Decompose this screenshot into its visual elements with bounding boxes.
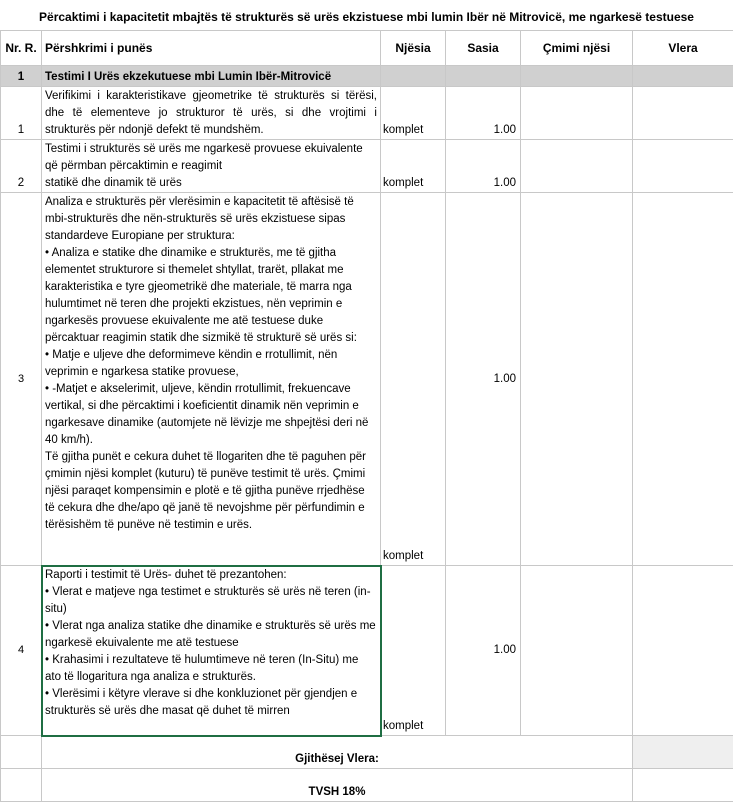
row-unit[interactable]: komplet <box>381 193 446 566</box>
row-description[interactable] <box>42 87 381 140</box>
subtotal-row <box>1 736 733 769</box>
table-row <box>1 87 733 140</box>
row-value[interactable] <box>633 140 733 193</box>
section-row <box>1 66 733 87</box>
row-value[interactable] <box>633 193 733 566</box>
row-quantity[interactable]: 1.00 <box>446 140 521 193</box>
row-unit[interactable]: komplet <box>381 566 446 736</box>
col-header-unit-price[interactable]: Çmimi njësi <box>521 31 633 66</box>
row-description-text: Testimi i strukturës së urës me ngarkesë provuese ekuivalente që përmban përcaktimin e reagimit statikë dhe dinamik të urës <box>45 141 377 192</box>
table-row <box>1 193 733 566</box>
row-description[interactable] <box>42 140 381 193</box>
row-quantity[interactable]: 1.00 <box>446 193 521 566</box>
row-description-text: Verifikimi i karakteristikave gjeometrike të strukturës si tërësi, dhe të elementeve jo strukturor të urës, si dhe vrojtimi i strukturës për ndonjë defekt të mundshëm. <box>45 88 377 139</box>
section-price-cell[interactable] <box>521 66 633 87</box>
row-unit-price[interactable] <box>521 140 633 193</box>
row-value[interactable] <box>633 566 733 736</box>
row-unit[interactable]: komplet <box>381 140 446 193</box>
vat-value[interactable] <box>633 769 733 802</box>
col-header-value[interactable]: Vlera <box>633 31 733 66</box>
header-row <box>1 31 733 66</box>
row-description-selected[interactable] <box>42 566 381 736</box>
row-unit-price[interactable] <box>521 566 633 736</box>
col-header-description[interactable]: Përshkrimi i punës <box>42 31 381 66</box>
vat-nr-cell[interactable] <box>1 769 42 802</box>
col-header-unit[interactable]: Njësia <box>381 31 446 66</box>
vat-row <box>1 769 733 802</box>
table-row <box>1 566 733 736</box>
col-header-nr[interactable]: Nr. R. <box>1 31 42 66</box>
row-description[interactable] <box>42 193 381 566</box>
vat-label[interactable]: TVSH 18% <box>42 769 633 802</box>
section-unit-cell[interactable] <box>381 66 446 87</box>
row-quantity[interactable]: 1.00 <box>446 566 521 736</box>
row-value[interactable] <box>633 87 733 140</box>
row-unit-price[interactable] <box>521 193 633 566</box>
section-qty-cell[interactable] <box>446 66 521 87</box>
row-nr[interactable]: 3 <box>1 193 42 566</box>
subtotal-value[interactable] <box>633 736 733 769</box>
row-unit[interactable]: komplet <box>381 87 446 140</box>
table-row <box>1 140 733 193</box>
bill-of-quantities-table <box>0 30 733 802</box>
row-nr[interactable]: 1 <box>1 87 42 140</box>
section-label[interactable]: Testimi I Urës ekzekutuese mbi Lumin Ibër-Mitrovicë <box>42 66 381 87</box>
row-nr[interactable]: 2 <box>1 140 42 193</box>
row-quantity[interactable]: 1.00 <box>446 87 521 140</box>
row-nr[interactable]: 4 <box>1 566 42 736</box>
row-description-text: Analiza e strukturës për vlerësimin e kapacitetit të aftësisë të mbi-strukturës dhe nën-strukturës së urës ekzistuese sipas standardeve Europiane per struktura: • Analiza e statike dhe dinamike e strukturës, me të gjitha elementet strukturore si themelet shtyllat, trarët, pllakat me karakteristika e tyre gjeometrikë dhe materiale, të marra nga hulumtimet në teren dhe projekti ekzistues, nën veprimin e ngarkesës provuese ekuivalente me atë testuese duke përcaktuar reagimin statik dhe sizmikë të strukturë së urës si: • Matje e uljeve dhe deformimeve këndin e rrotullimit, nën veprimin e ngarkesa statike provuese, • -Matjet e akselerimit, uljeve, këndin rrotullimit, frekuencave vertikal, si dhe përcaktimi i koeficientit dinamik nën veprimin e ngarkesave dinamike (automjete në lëvizje me shpejtësi deri në 40 km/h). Të gjitha punët e cekura duhet të llogariten dhe të paguhen për çmimin njësi komplet (kuturu) të punëve testimit të urës. Çmimi njësi paraqet kompensimin e plotë e të gjitha punëve rrjedhëse të cekura dhe dhe/apo që janë të nevojshme për përfundimin e tërësishëm të punëve në testimin e urës. <box>45 194 377 534</box>
section-nr[interactable]: 1 <box>1 66 42 87</box>
section-value-cell[interactable] <box>633 66 733 87</box>
col-header-quantity[interactable]: Sasia <box>446 31 521 66</box>
row-unit-price[interactable] <box>521 87 633 140</box>
subtotal-label[interactable]: Gjithësej Vlera: <box>42 736 633 769</box>
subtotal-nr-cell[interactable] <box>1 736 42 769</box>
sheet-title: Përcaktimi i kapacitetit mbajtës të strukturës së urës ekzistuese mbi lumin Ibër në Mitrovicë, me ngarkesë testuese <box>0 0 733 30</box>
row-description-text: Raporti i testimit të Urës- duhet të prezantohen: • Vlerat e matjeve nga testimet e strukturës së urës në teren (in-situ) • Vlerat nga analiza statike dhe dinamike e strukturës së urës me ngarkesë ekuivalente me atë testuese • Krahasimi i rezultateve të hulumtimeve në teren (In-Situ) me ato të llogaritura nga analiza e strukturës. • Vlerësimi i këtyre vlerave si dhe konkluzionet për gjendjen e strukturës së urës dhe masat që duhet të mirren <box>45 567 377 720</box>
